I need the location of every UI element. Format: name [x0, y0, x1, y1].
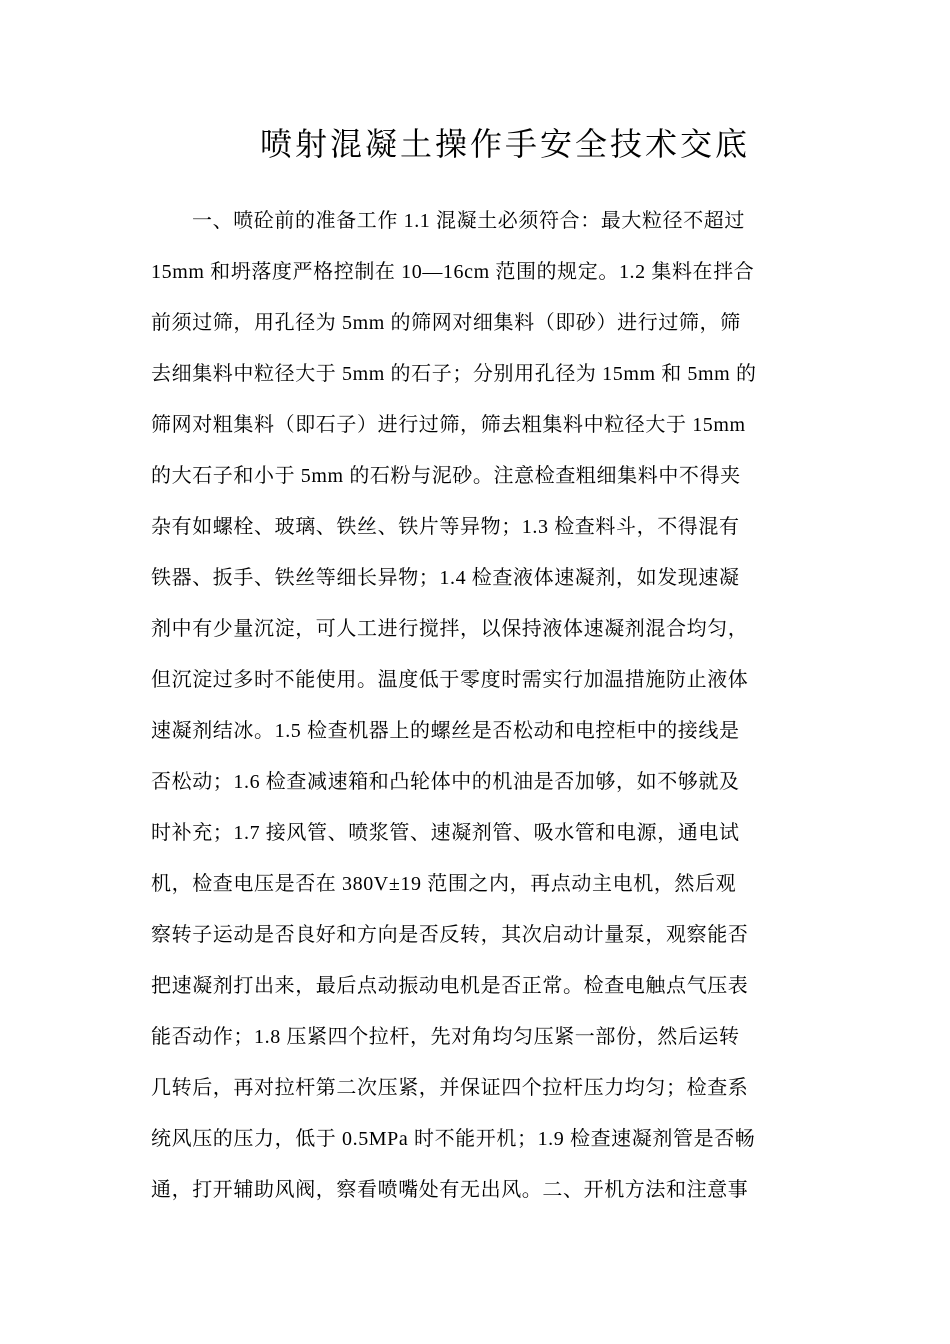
body-line: 几转后，再对拉杆第二次压紧，并保证四个拉杆压力均匀；检查系: [151, 1077, 749, 1099]
body-line: 铁器、扳手、铁丝等细长异物；1.4 检查液体速凝剂，如发现速凝: [151, 567, 740, 589]
body-line: 但沉淀过多时不能使用。温度低于零度时需实行加温措施防止液体: [151, 669, 749, 691]
body-line: 统风压的压力，低于 0.5MPa 时不能开机；1.9 检查速凝剂管是否畅: [151, 1128, 756, 1150]
document-body: [151, 196, 801, 1216]
body-line: 机，检查电压是否在 380V±19 范围之内，再点动主电机，然后观: [151, 873, 737, 895]
body-line: 15mm 和坍落度严格控制在 10—16cm 范围的规定。1.2 集料在拌合: [151, 261, 755, 283]
body-line: 察转子运动是否良好和方向是否反转，其次启动计量泵，观察能否: [151, 924, 749, 946]
body-line: 通，打开辅助风阀，察看喷嘴处有无出风。二、开机方法和注意事: [151, 1179, 749, 1201]
body-line: 筛网对粗集料（即石子）进行过筛，筛去粗集料中粒径大于 15mm: [151, 414, 746, 436]
document-title: 喷射混凝土操作手安全技术交底: [259, 126, 750, 162]
body-line: 能否动作；1.8 压紧四个拉杆，先对角均匀压紧一部份，然后运转: [151, 1026, 740, 1048]
body-line: 去细集料中粒径大于 5mm 的石子；分别用孔径为 15mm 和 5mm 的: [151, 363, 757, 385]
body-line: 的大石子和小于 5mm 的石粉与泥砂。注意检查粗细集料中不得夹: [151, 465, 741, 487]
body-line: 杂有如螺栓、玻璃、铁丝、铁片等异物；1.3 检查料斗，不得混有: [151, 516, 740, 538]
body-line: 前须过筛，用孔径为 5mm 的筛网对细集料（即砂）进行过筛，筛: [151, 312, 741, 334]
body-line: 把速凝剂打出来，最后点动振动电机是否正常。检查电触点气压表: [151, 975, 749, 997]
body-line: 一、喷砼前的准备工作 1.1 混凝土必须符合：最大粒径不超过: [192, 210, 745, 232]
body-line: 时补充；1.7 接风管、喷浆管、速凝剂管、吸水管和电源，通电试: [151, 822, 740, 844]
body-line: 否松动；1.6 检查减速箱和凸轮体中的机油是否加够，如不够就及: [151, 771, 740, 793]
body-line: 剂中有少量沉淀，可人工进行搅拌，以保持液体速凝剂混合均匀，: [151, 618, 749, 640]
body-line: 速凝剂结冰。1.5 检查机器上的螺丝是否松动和电控柜中的接线是: [151, 720, 740, 742]
